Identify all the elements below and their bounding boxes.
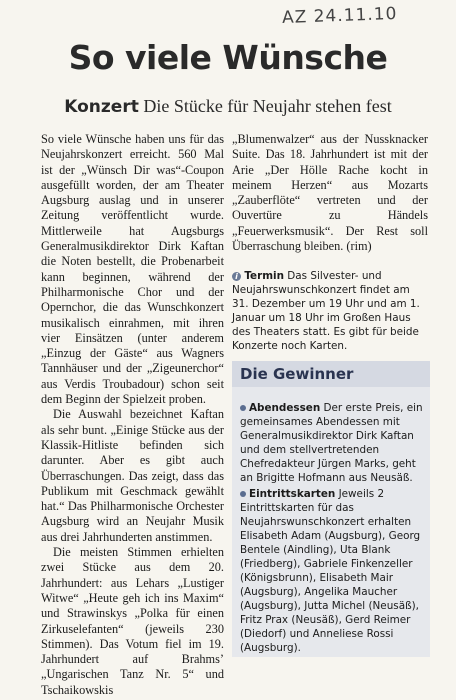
article-column-1 [41, 132, 224, 698]
paragraph: So viele Wünsche haben uns für das Neujahrskonzert erreicht. 560 Mal ist der „Wünsch Dir was“-Coupon ausgefüllt worden, der am Theater Augsburg auslag und in unserer Zeitung veröffentlicht wurde. Mittlerweile hat Augsburgs Generalmusikdirektor Dirk Kaftan die Noten bestellt, die Probenarbeit kann beginnen, während der Philharmonische Chor und der Opernchor, die das Wunschkonzert musikalisch einrahmen, mit ihren vier Einsätzen (unter anderem „Einzug der Gäste“ aus Wagners Tannhäuser und der „Zigeunerchor“ aus Verdis Troubadour) schon seit dem Beginn der Spielzeit proben. [41, 132, 224, 407]
bullet-icon [240, 491, 246, 497]
winners-box [232, 361, 430, 657]
entry-label: Eintrittskarten [249, 488, 336, 500]
paragraph: Die Auswahl bezeichnet Kaftan als sehr bunt. „Einige Stücke aus der Klassik-Hitliste befinden sich darunter. Aber es gibt auch Überraschungen. Das zeigt, dass das Publikum mit Geschmack gewählt hat.“ Das Philharmonische Orchester Augsburg wird an Neujahr Musik aus drei Jahrhunderten anstimmen. [41, 407, 224, 544]
termin-note [232, 269, 428, 353]
article-subline [0, 96, 456, 117]
bullet-icon [240, 405, 246, 411]
winner-entry [232, 401, 430, 485]
article-headline: So viele Wünsche [68, 38, 388, 77]
entry-text: Der erste Preis, ein gemeinsames Abendessen mit Generalmusikdirektor Dirk Kaftan und dem stellvertretenden Chefredakteur Jürgen Marks, geht an Brigitte Hofmann aus Neusäß. [240, 402, 423, 484]
subline-text: Die Stücke für Neujahr stehen fest [138, 96, 392, 116]
handwritten-date-note: AZ 24.11.10 [281, 3, 398, 29]
termin-text: Das Silvester- und Neujahrswunschkonzert findet am 31. Dezember um 19 Uhr und am 1. Januar um 18 Uhr im Großen Haus des Theaters statt. Es gibt für beide Konzerte noch Karten. [232, 270, 420, 352]
termin-label: Termin [244, 270, 284, 282]
article-column-2 [232, 132, 428, 254]
info-icon: i [232, 272, 241, 281]
winner-entry [232, 487, 430, 655]
paragraph: Die meisten Stimmen erhielten zwei Stücke aus dem 20. Jahrhundert: aus Lehars „Lustiger Witwe“ „Heute geh ich ins Maxim“ und Strawinskys „Polka für einen Zirkuselefanten“ (jeweils 230 Stimmen). Das Votum fiel im 19. Jahrhundert auf Brahms’ „Ungarischen Tanz Nr. 5“ und Tschaikowskis [41, 545, 224, 697]
winners-title: Die Gewinner [232, 361, 430, 387]
subline-kicker: Konzert [64, 97, 139, 117]
entry-text: Jeweils 2 Eintrittskarten für das Neujahrswunschkonzert erhalten Elisabeth Adam (Augsburg), Georg Bentele (Aindling), Uta Blank (Friedberg), Gabriele Finkenzeller (Königsbrunn), Elisabeth Mair (Augsburg), Angelika Maucher (Augsburg), Jutta Michel (Neusäß), Fritz Prax (Neusäß), Gerd Reimer (Diedorf) und Anneliese Rossi (Augsburg). [240, 488, 421, 654]
entry-label: Abendessen [249, 402, 321, 414]
paragraph: „Blumenwalzer“ aus der Nussknacker Suite. Das 18. Jahrhundert ist mit der Arie „Der Hölle Rache kocht in meinem Herzen“ aus Mozarts „Zauberflöte“ vertreten und der Ouvertüre zu Händels „Feuerwerksmusik“. Der Rest soll Überraschung bleiben. (rim) [232, 132, 428, 254]
